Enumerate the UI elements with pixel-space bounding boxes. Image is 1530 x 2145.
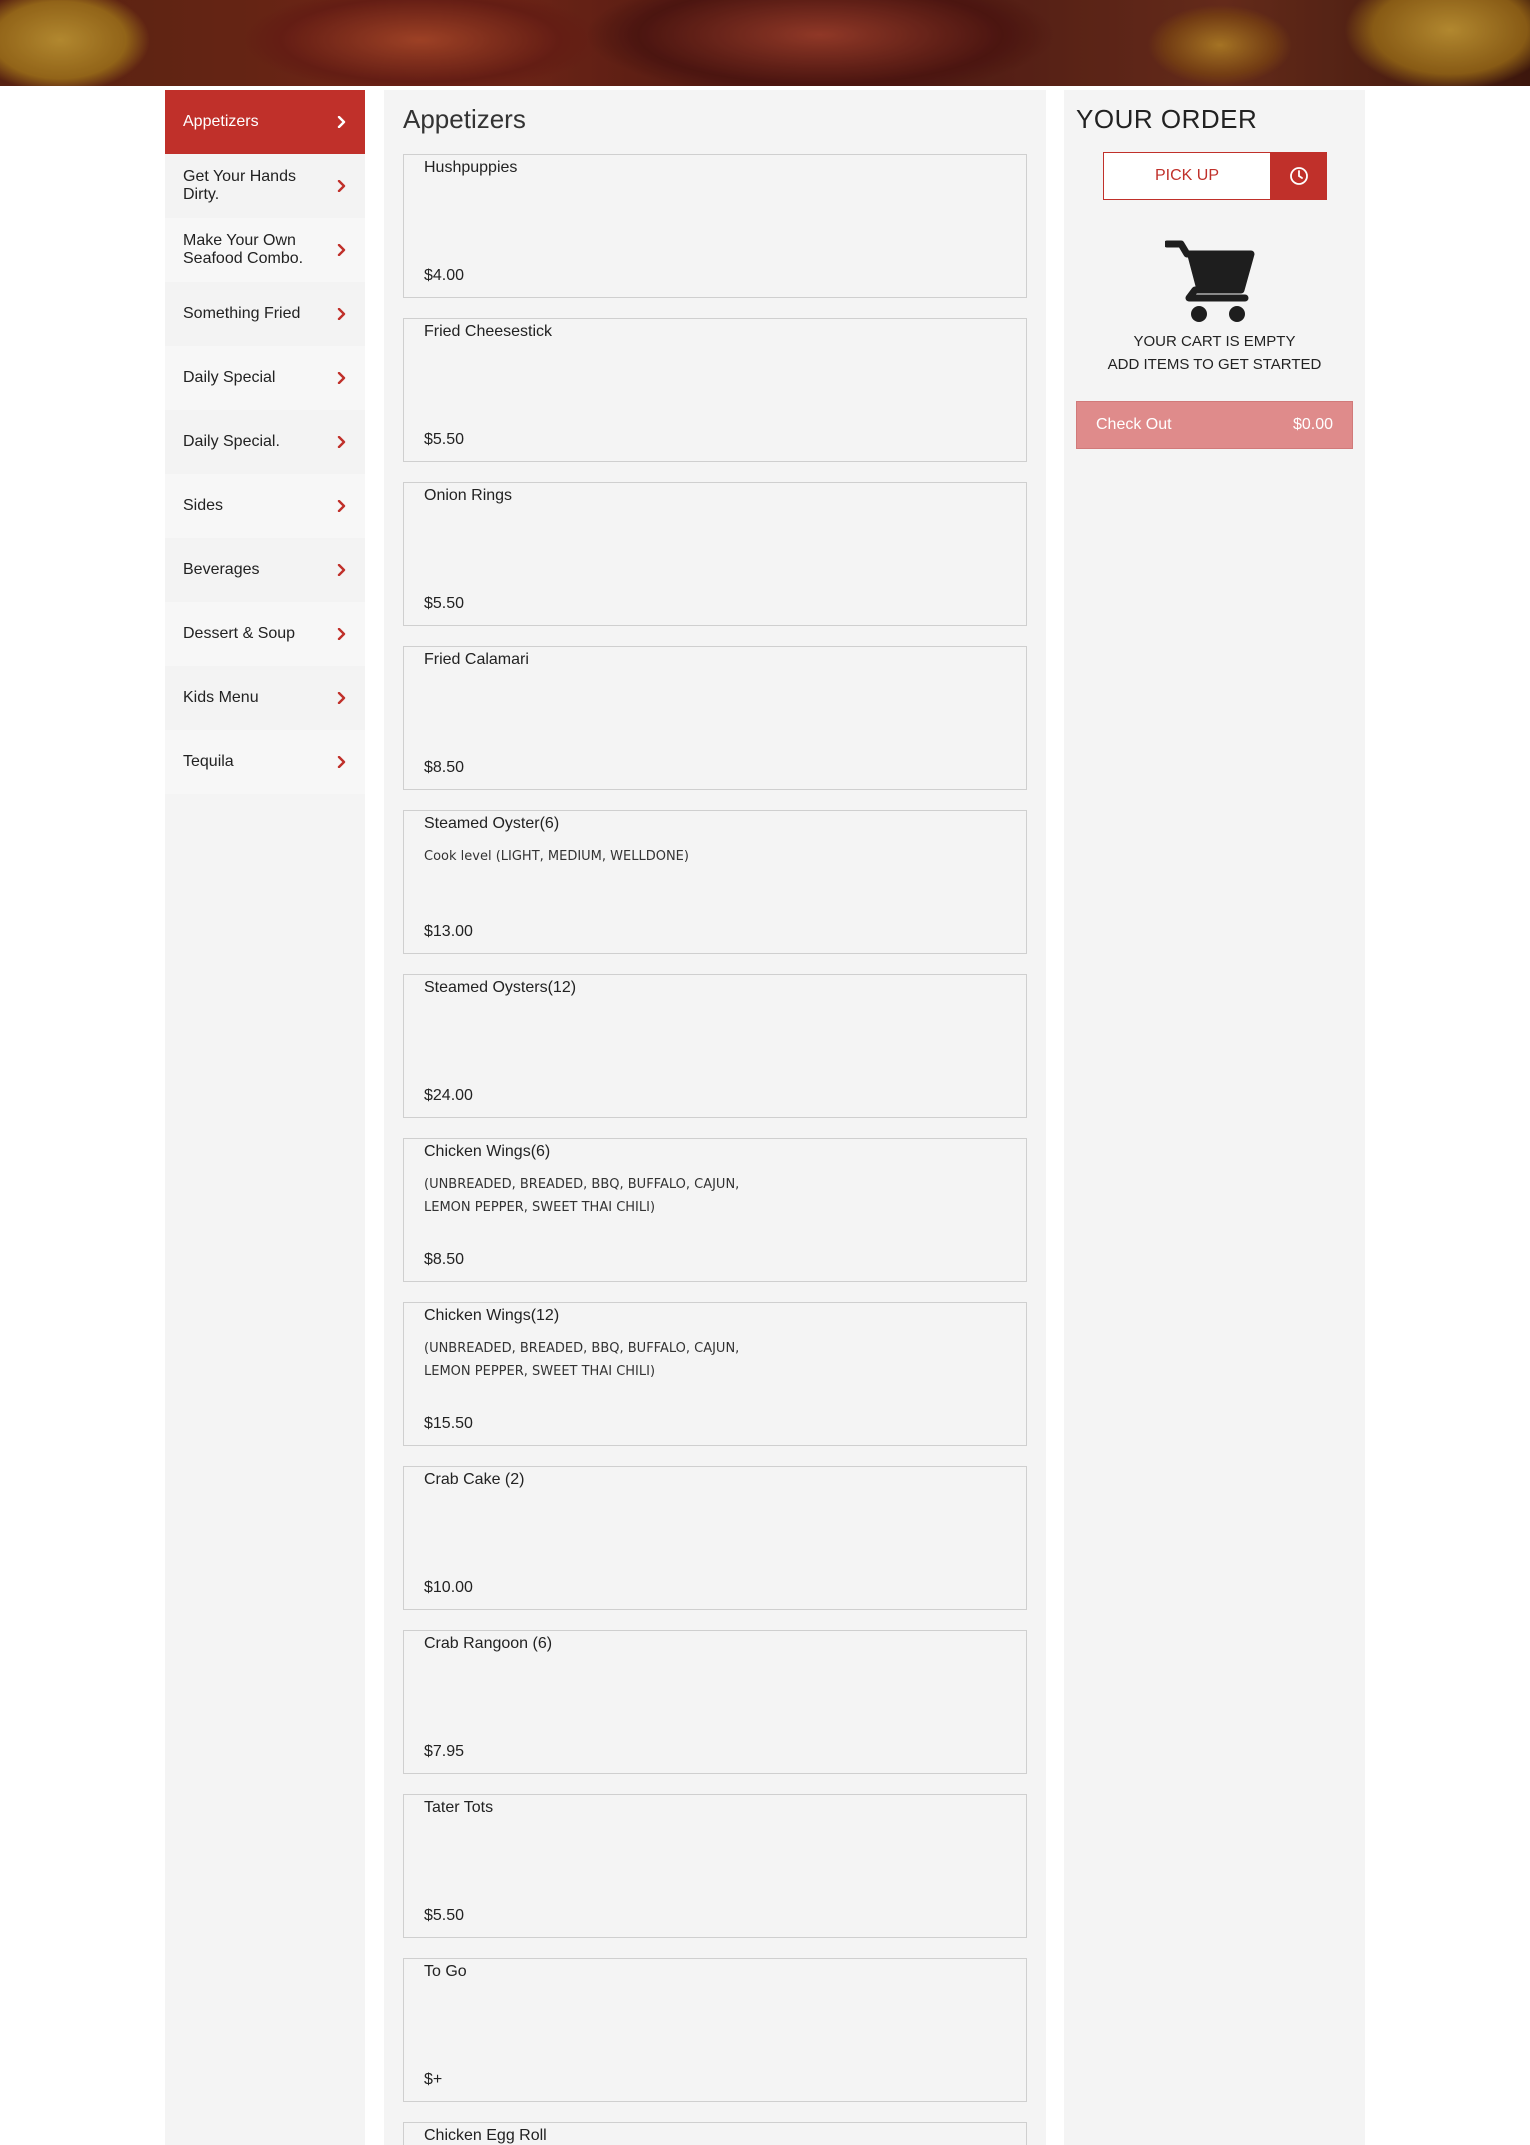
sidebar-item-beverages[interactable]	[165, 538, 365, 602]
sidebar-item-label: Something Fried	[183, 305, 301, 322]
menu-item-name: Fried Cheesestick	[424, 323, 553, 340]
menu-item-name: To Go	[424, 1963, 467, 1980]
menu-item-card[interactable]	[403, 482, 1027, 626]
sidebar-item-label: Kids Menu	[183, 689, 259, 706]
menu-item-name: Hushpuppies	[424, 159, 518, 176]
hero-shade	[0, 0, 1530, 86]
sidebar-item-label: Appetizers	[183, 113, 259, 130]
sidebar-item-daily-special[interactable]	[165, 410, 365, 474]
menu-item-card[interactable]	[403, 154, 1027, 298]
menu-item-card[interactable]	[403, 318, 1027, 462]
chevron-right-icon	[335, 627, 349, 641]
cart-empty-message	[1064, 330, 1365, 376]
menu-item-card[interactable]	[403, 1138, 1027, 1282]
chevron-right-icon	[335, 115, 349, 129]
menu-section	[384, 90, 1046, 2145]
menu-item-card[interactable]	[403, 1630, 1027, 1774]
cart-icon	[1165, 238, 1255, 324]
menu-item-price: $+	[424, 2071, 443, 2088]
checkout-label: Check Out	[1096, 416, 1172, 433]
chevron-right-icon	[335, 307, 349, 321]
sidebar-item-kids-menu[interactable]	[165, 666, 365, 730]
chevron-right-icon	[335, 691, 349, 705]
chevron-right-icon	[335, 563, 349, 577]
chevron-right-icon	[335, 371, 349, 385]
sidebar-item-get-your-hands-dirty[interactable]	[165, 154, 365, 218]
pickup-control	[1103, 152, 1327, 200]
pickup-button[interactable]: PICK UP	[1103, 152, 1271, 200]
sidebar-item-label: Make Your Own Seafood Combo.	[183, 232, 304, 267]
sidebar-item-sides[interactable]	[165, 474, 365, 538]
schedule-time-button[interactable]	[1271, 152, 1327, 200]
sidebar-item-label: Beverages	[183, 561, 260, 578]
menu-item-card[interactable]	[403, 646, 1027, 790]
menu-item-price: $8.50	[424, 759, 465, 776]
cart-empty-line2: ADD ITEMS TO GET STARTED	[1107, 356, 1322, 373]
sidebar-item-daily-special[interactable]	[165, 346, 365, 410]
menu-item-price: $13.00	[424, 923, 473, 940]
category-sidebar	[165, 90, 365, 2145]
cart-empty-line1: YOUR CART IS EMPTY	[1133, 333, 1296, 350]
menu-item-name: Fried Calamari	[424, 651, 529, 668]
menu-item-price: $8.50	[424, 1251, 465, 1268]
menu-item-card[interactable]	[403, 2122, 1027, 2145]
sidebar-item-appetizers[interactable]	[165, 90, 365, 154]
sidebar-item-label: Tequila	[183, 753, 234, 770]
menu-item-price: $15.50	[424, 1415, 473, 1432]
menu-item-price: $5.50	[424, 1907, 465, 1924]
menu-item-price: $4.00	[424, 267, 465, 284]
sidebar-item-dessert-soup[interactable]	[165, 602, 365, 666]
order-title: YOUR ORDER	[1076, 104, 1258, 134]
menu-item-name: Chicken Wings(6)	[424, 1143, 551, 1160]
sidebar-item-label: Daily Special	[183, 369, 276, 386]
checkout-total: $0.00	[1292, 416, 1333, 433]
menu-item-card[interactable]	[403, 810, 1027, 954]
menu-item-card[interactable]	[403, 1958, 1027, 2102]
menu-item-name: Onion Rings	[424, 487, 513, 504]
menu-item-name: Chicken Wings(12)	[424, 1307, 560, 1324]
sidebar-item-label: Dessert & Soup	[183, 625, 296, 642]
sidebar-item-make-your-own-seafood-combo[interactable]	[165, 218, 365, 282]
chevron-right-icon	[335, 435, 349, 449]
menu-item-name: Steamed Oyster(6)	[424, 815, 560, 832]
chevron-right-icon	[335, 179, 349, 193]
menu-item-price: $5.50	[424, 595, 465, 612]
hero-banner	[0, 0, 1530, 86]
clock-icon	[1289, 166, 1309, 186]
menu-item-name: Crab Cake (2)	[424, 1471, 525, 1488]
menu-item-description: (UNBREADED, BREADED, BBQ, BUFFALO, CAJUN, LEMON PEPPER, SWEET THAI CHILI)	[424, 1177, 740, 1215]
menu-item-card[interactable]	[403, 1302, 1027, 1446]
sidebar-item-something-fried[interactable]	[165, 282, 365, 346]
checkout-button[interactable]	[1076, 401, 1353, 449]
menu-item-name: Crab Rangoon (6)	[424, 1635, 553, 1652]
menu-item-name: Tater Tots	[424, 1799, 494, 1816]
chevron-right-icon	[335, 243, 349, 257]
chevron-right-icon	[335, 755, 349, 769]
order-panel	[1064, 90, 1365, 2145]
menu-item-card[interactable]	[403, 1466, 1027, 1610]
chevron-right-icon	[335, 499, 349, 513]
menu-item-description: (UNBREADED, BREADED, BBQ, BUFFALO, CAJUN, LEMON PEPPER, SWEET THAI CHILI)	[424, 1341, 740, 1379]
menu-item-price: $5.50	[424, 431, 465, 448]
menu-item-card[interactable]	[403, 1794, 1027, 1938]
menu-item-price: $7.95	[424, 1743, 465, 1760]
sidebar-item-label: Get Your Hands Dirty.	[183, 168, 296, 203]
page-title: Appetizers	[403, 104, 526, 134]
menu-item-description: Cook level (LIGHT, MEDIUM, WELLDONE)	[424, 849, 689, 864]
menu-item-name: Steamed Oysters(12)	[424, 979, 577, 996]
menu-item-card[interactable]	[403, 974, 1027, 1118]
sidebar-item-label: Daily Special.	[183, 433, 280, 450]
menu-item-name: Chicken Egg Roll	[424, 2127, 547, 2144]
sidebar-item-label: Sides	[183, 497, 224, 514]
menu-item-price: $24.00	[424, 1087, 473, 1104]
sidebar-item-tequila[interactable]	[165, 730, 365, 794]
menu-item-price: $10.00	[424, 1579, 473, 1596]
